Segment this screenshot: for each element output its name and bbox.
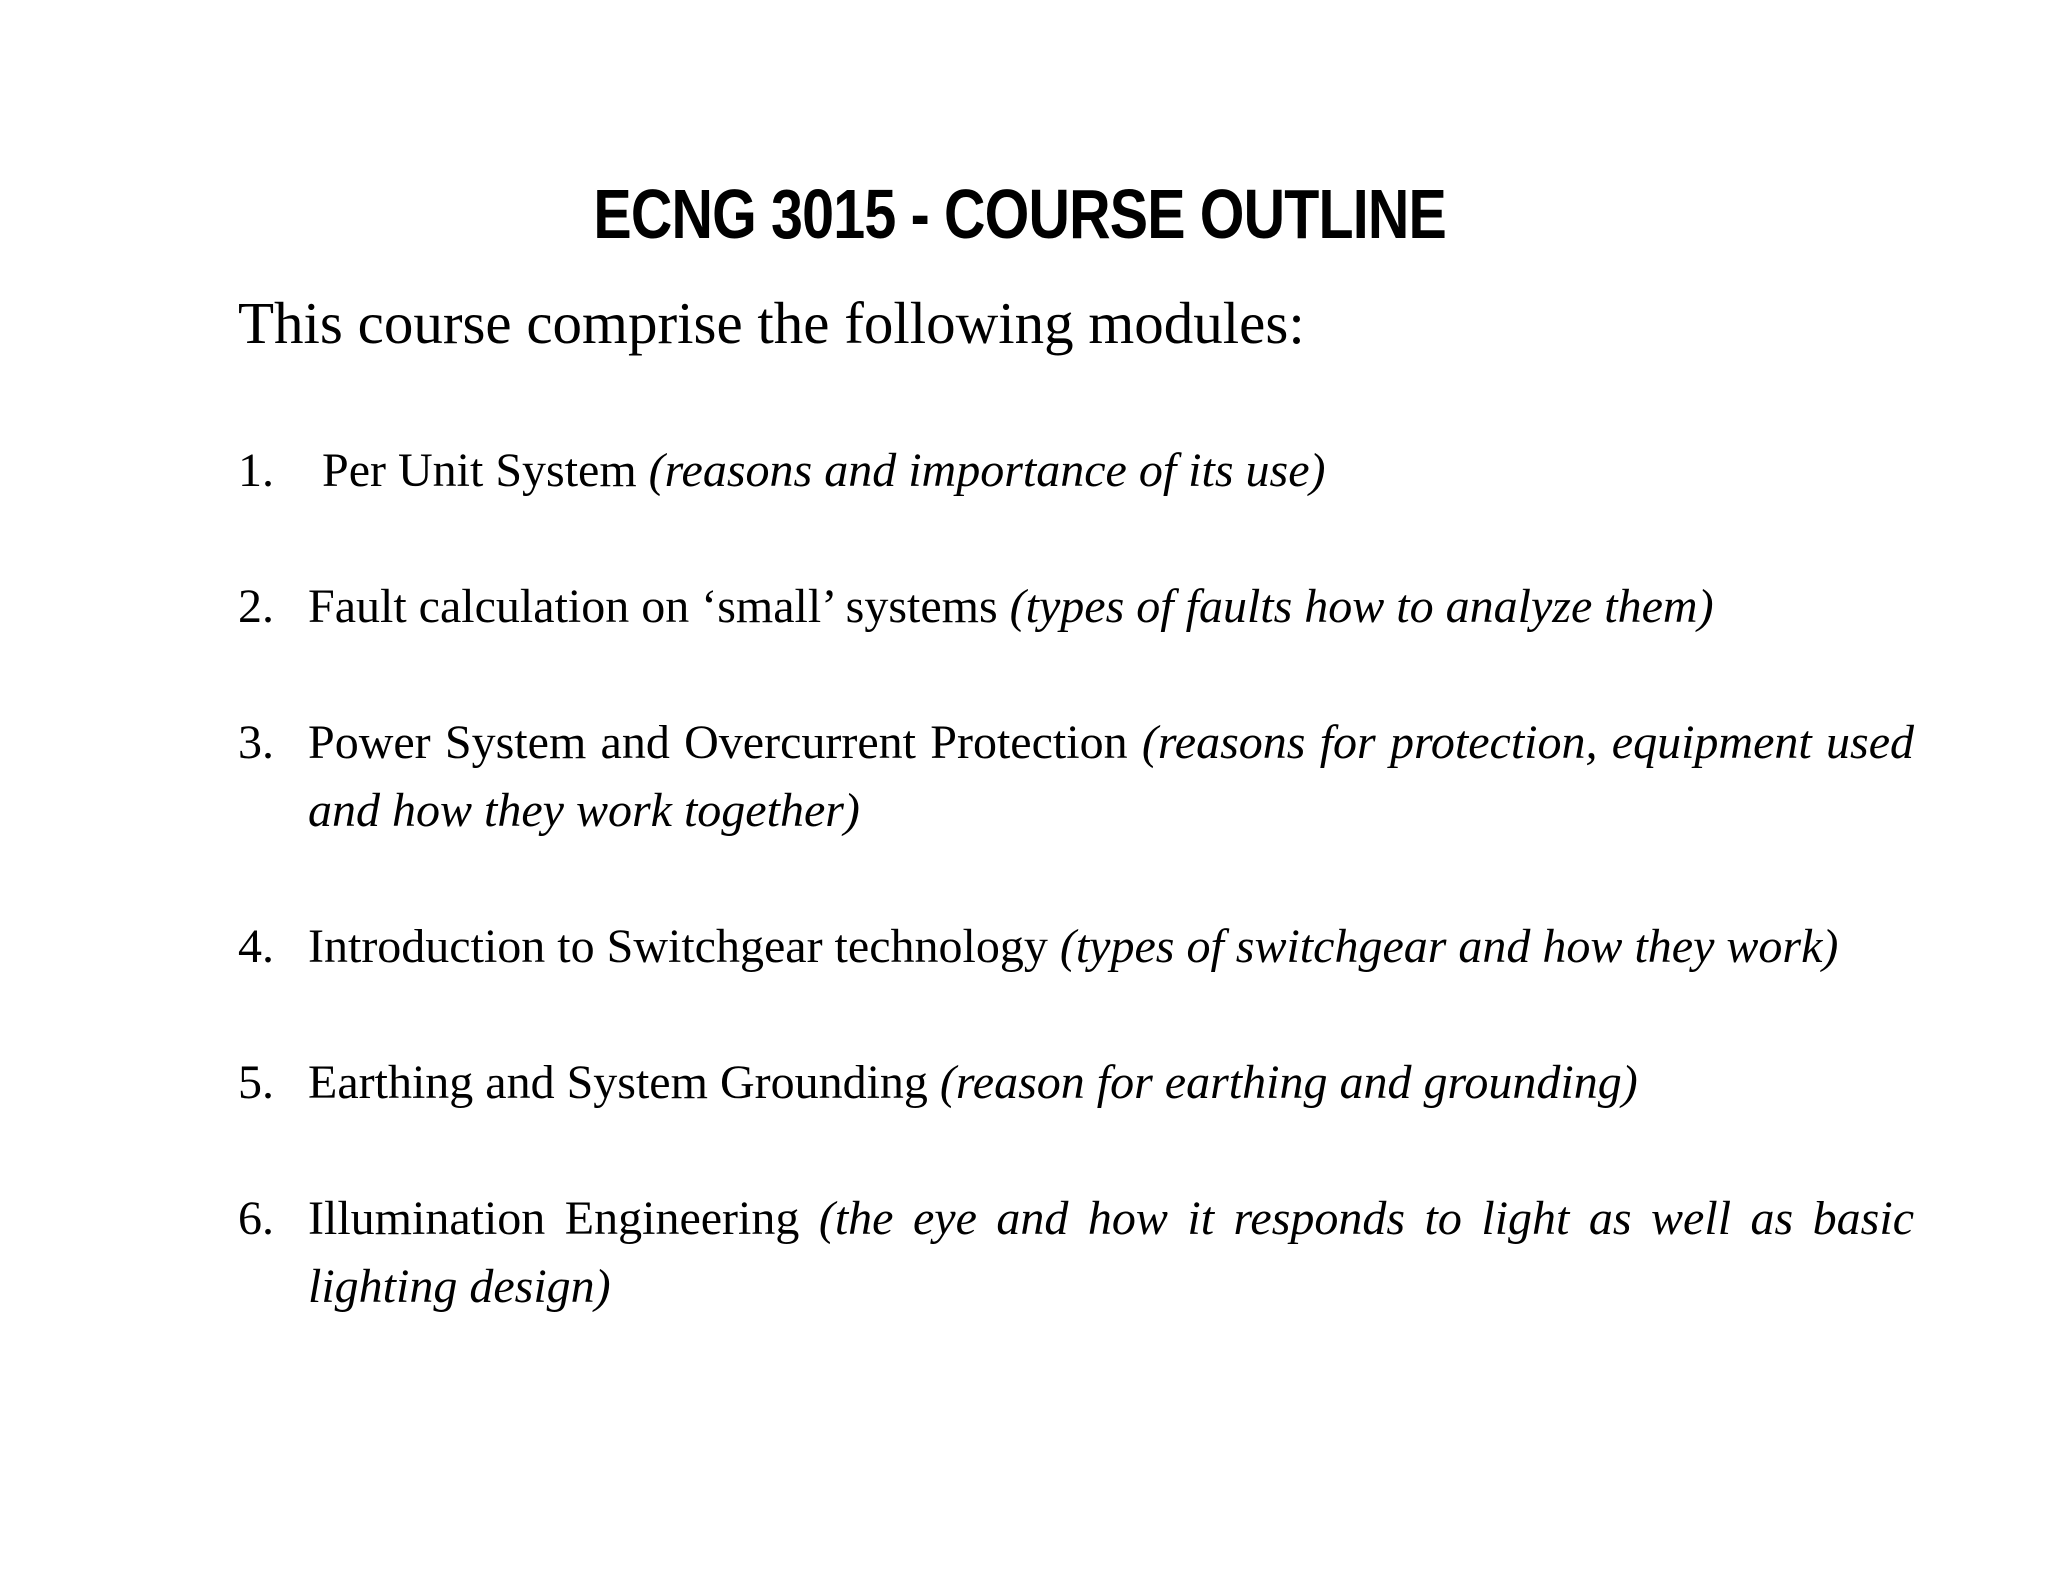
- module-name: Illumination Engineering: [308, 1192, 800, 1245]
- intro-text: This course comprise the following modules:: [238, 290, 1305, 356]
- list-item: [238, 913, 1914, 981]
- module-description: (the eye and how it responds to light as well as basic lighting design): [308, 1192, 1914, 1313]
- module-name: Fault calculation on ‘small’ systems: [308, 580, 998, 633]
- list-item: [238, 437, 1914, 505]
- module-description: (types of faults how to analyze them): [1009, 580, 1714, 633]
- module-description: (reasons and importance of its use): [648, 444, 1326, 497]
- module-description: (reason for earthing and grounding): [939, 1056, 1638, 1109]
- module-description: (reasons for protection, equipment used and how they work together): [308, 716, 1915, 837]
- module-list: [238, 437, 1914, 1321]
- module-number: 5.: [238, 1056, 274, 1109]
- module-name: Per Unit System: [322, 444, 637, 497]
- module-number: 4.: [238, 920, 274, 973]
- list-item: [238, 573, 1914, 641]
- module-name: Introduction to Switchgear technology: [308, 920, 1048, 973]
- module-number: 2.: [238, 580, 274, 633]
- list-item: [238, 709, 1914, 845]
- module-number: 3.: [238, 716, 274, 769]
- module-name: Earthing and System Grounding: [308, 1056, 928, 1109]
- module-name: Power System and Overcurrent Protection: [308, 716, 1128, 769]
- list-item: [238, 1049, 1914, 1117]
- module-number: 6.: [238, 1192, 274, 1245]
- list-item: [238, 1185, 1914, 1321]
- module-number: 1.: [238, 444, 274, 497]
- page-title: ECNG 3015 - COURSE OUTLINE: [593, 175, 1446, 253]
- module-description: (types of switchgear and how they work): [1059, 920, 1839, 973]
